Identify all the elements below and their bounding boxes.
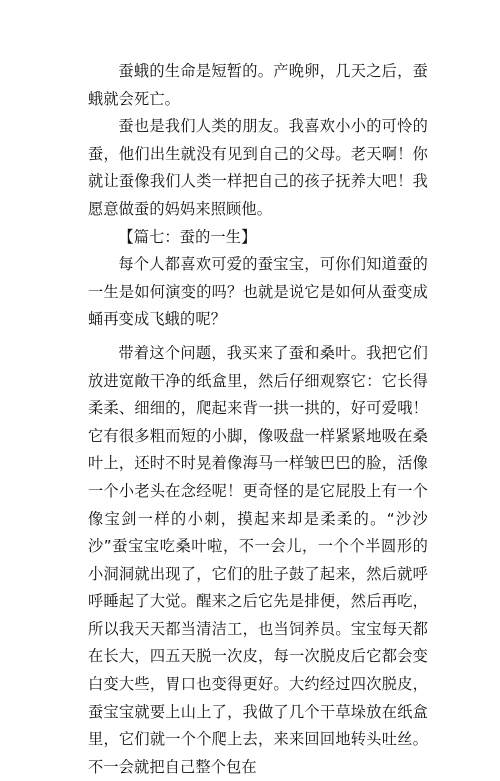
paragraph-silkmoth-lifespan: 蚕蛾的生命是短暂的。产晚卵，几天之后，蚕蛾就会死亡。 xyxy=(88,62,428,108)
paragraph-intro: 每个人都喜欢可爱的蚕宝宝，可你们知道蚕的一生是如何演变的吗？也就是说它是如何从蚕变成蛹再变成飞蛾的呢？ xyxy=(88,255,428,329)
section-heading: 【篇七：蚕的一生】 xyxy=(118,227,257,246)
document-body xyxy=(88,58,428,781)
paragraph-silkworm-friend: 蚕也是我们人类的朋友。我喜欢小小的可怜的蚕，他们出生就没有见到自己的父母。老天啊！你就让蚕像我们人类一样把自己的孩子抚养大吧！我愿意做蚕的妈妈来照顾他。 xyxy=(88,117,428,218)
paragraph-observation: 带着这个问题，我买来了蚕和桑叶。我把它们放进宽敞干净的纸盒里，然后仔细观察它：它长得柔柔、细细的，爬起来背一拱一拱的，好可爱哦！它有很多粗而短的小脚，像吸盘一样紧紧地吸在桑叶上，还时不时晃着像海马一样皱巴巴的脸，活像一个小老头在念经呢！更奇怪的是它屁股上有一个像宝剑一样的小刺，摸起来却是柔柔的。“沙沙沙”蚕宝宝吃桑叶啦，不一会儿，一个个半圆形的小洞洞就出现了，它们的肚子鼓了起来，然后就呼呼睡起了大觉。醒来之后它先是排便，然后再吃，所以我天天都当清洁工，也当饲养员。宝宝每天都在长大，四五天脱一次皮，每一次脱皮后它都会变白变大些，胃口也变得更好。大约经过四次脱皮，蚕宝宝就要上山上了，我做了几个干草垛放在纸盒里，它们就一个个爬上去，来来回回地转头吐丝。不一会就把自己整个包在 xyxy=(88,343,428,776)
